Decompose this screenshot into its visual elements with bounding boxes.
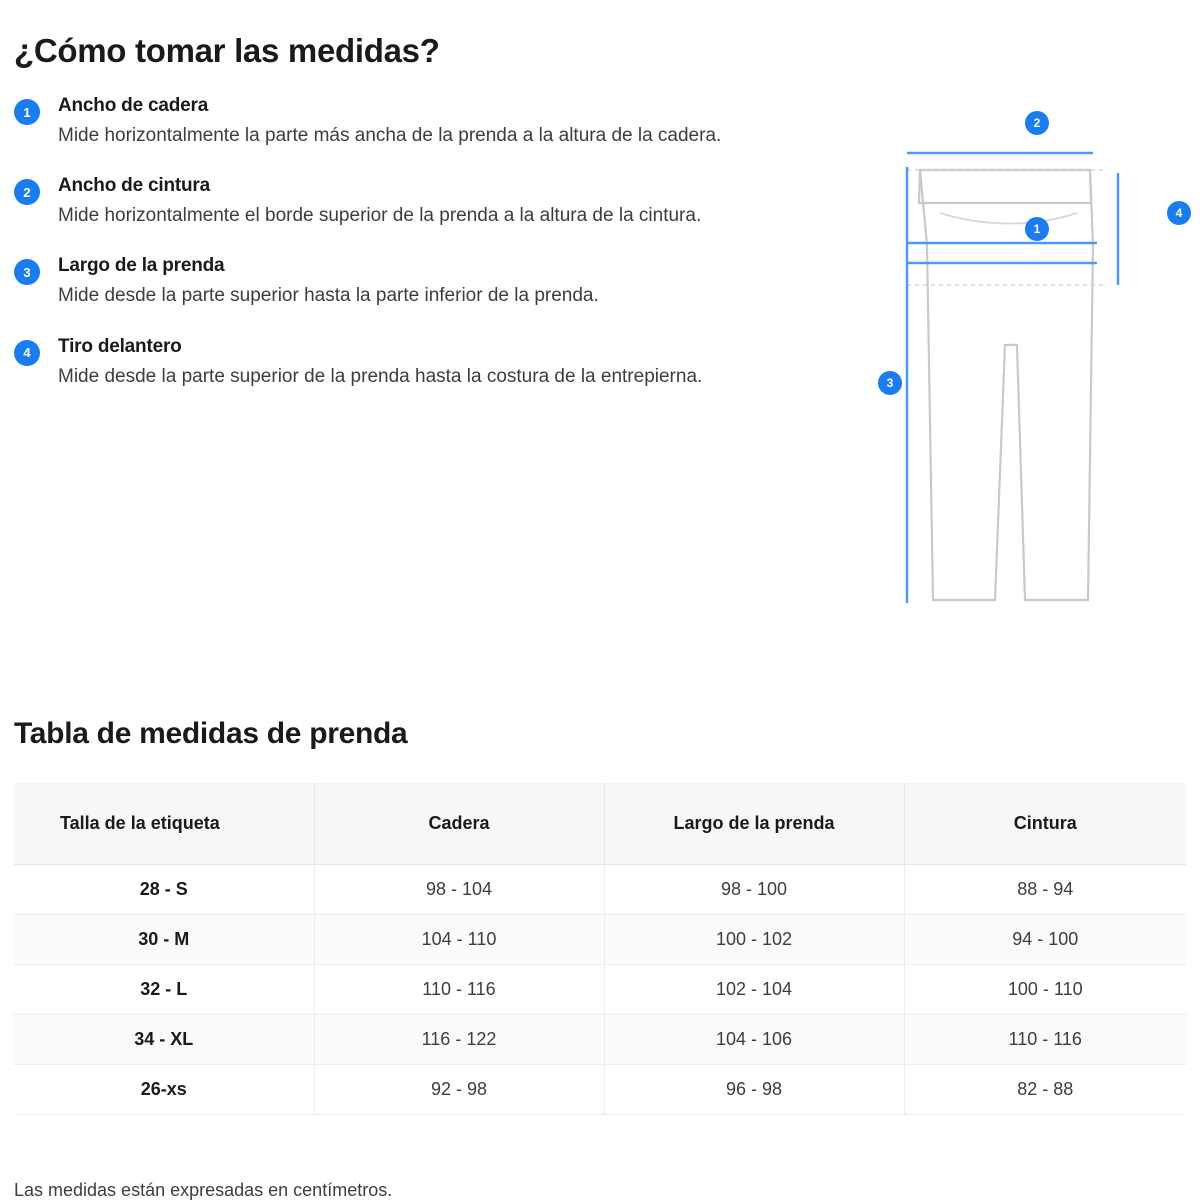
cell-waist: 110 - 116 <box>904 1015 1186 1065</box>
step-title: Tiro delantero <box>58 335 182 357</box>
table-row <box>14 965 1186 1015</box>
table-footnote: Las medidas están expresadas en centímetros. <box>14 1180 393 1200</box>
measurement-step <box>14 175 804 229</box>
cell-waist: 88 - 94 <box>904 865 1186 915</box>
column-header-label-size: Talla de la etiqueta <box>14 783 314 865</box>
cell-size: 32 - L <box>14 965 314 1015</box>
table-row <box>14 1015 1186 1065</box>
table-body <box>14 865 1186 1115</box>
cell-hip: 110 - 116 <box>314 965 604 1015</box>
cell-length: 98 - 100 <box>604 865 904 915</box>
cell-size: 28 - S <box>14 865 314 915</box>
cell-size: 30 - M <box>14 915 314 965</box>
step-number-badge-1: 1 <box>14 99 40 125</box>
step-description: Mide horizontalmente la parte más ancha de la prenda a la altura de la cadera. <box>58 125 722 146</box>
diagram-marker-1: 1 <box>1025 217 1049 241</box>
cell-hip: 104 - 110 <box>314 915 604 965</box>
step-title: Ancho de cintura <box>58 175 210 197</box>
cell-hip: 92 - 98 <box>314 1065 604 1115</box>
measurement-step <box>14 255 804 309</box>
step-title: Largo de la prenda <box>58 255 225 277</box>
pants-measurement-diagram <box>845 95 1185 625</box>
measurement-steps-list <box>14 95 804 416</box>
table-row <box>14 865 1186 915</box>
diagram-marker-2: 2 <box>1025 111 1049 135</box>
cell-length: 100 - 102 <box>604 915 904 965</box>
page-title: ¿Cómo tomar las medidas? <box>14 32 440 70</box>
step-number-badge-3: 3 <box>14 259 40 285</box>
cell-hip: 116 - 122 <box>314 1015 604 1065</box>
size-table-title: Tabla de medidas de prenda <box>14 716 408 750</box>
table-row <box>14 1065 1186 1115</box>
table-header-row <box>14 783 1186 865</box>
step-description: Mide desde la parte superior de la prenda hasta la costura de la entrepierna. <box>58 365 703 387</box>
cell-waist: 100 - 110 <box>904 965 1186 1015</box>
cell-length: 104 - 106 <box>604 1015 904 1065</box>
cell-size: 34 - XL <box>14 1015 314 1065</box>
pants-outline-icon <box>845 95 1185 625</box>
step-description: Mide horizontalmente el borde superior de la prenda a la altura de la cintura. <box>58 205 702 227</box>
diagram-marker-4: 4 <box>1167 201 1191 225</box>
step-title: Ancho de cadera <box>58 95 209 116</box>
step-number-badge-2: 2 <box>14 179 40 205</box>
column-header-waist: Cintura <box>904 783 1186 865</box>
step-number-badge-4: 4 <box>14 340 40 366</box>
cell-waist: 82 - 88 <box>904 1065 1186 1115</box>
column-header-hip: Cadera <box>314 783 604 865</box>
column-header-length: Largo de la prenda <box>604 783 904 865</box>
diagram-marker-3: 3 <box>878 371 902 395</box>
cell-waist: 94 - 100 <box>904 915 1186 965</box>
cell-length: 102 - 104 <box>604 965 904 1015</box>
cell-size: 26-xs <box>14 1065 314 1115</box>
measurement-step <box>14 95 804 149</box>
step-description: Mide desde la parte superior hasta la parte inferior de la prenda. <box>58 285 599 307</box>
table-row <box>14 915 1186 965</box>
cell-hip: 98 - 104 <box>314 865 604 915</box>
size-table <box>14 783 1186 1115</box>
table-header <box>14 783 1186 865</box>
cell-length: 96 - 98 <box>604 1065 904 1115</box>
measurement-step <box>14 336 804 390</box>
